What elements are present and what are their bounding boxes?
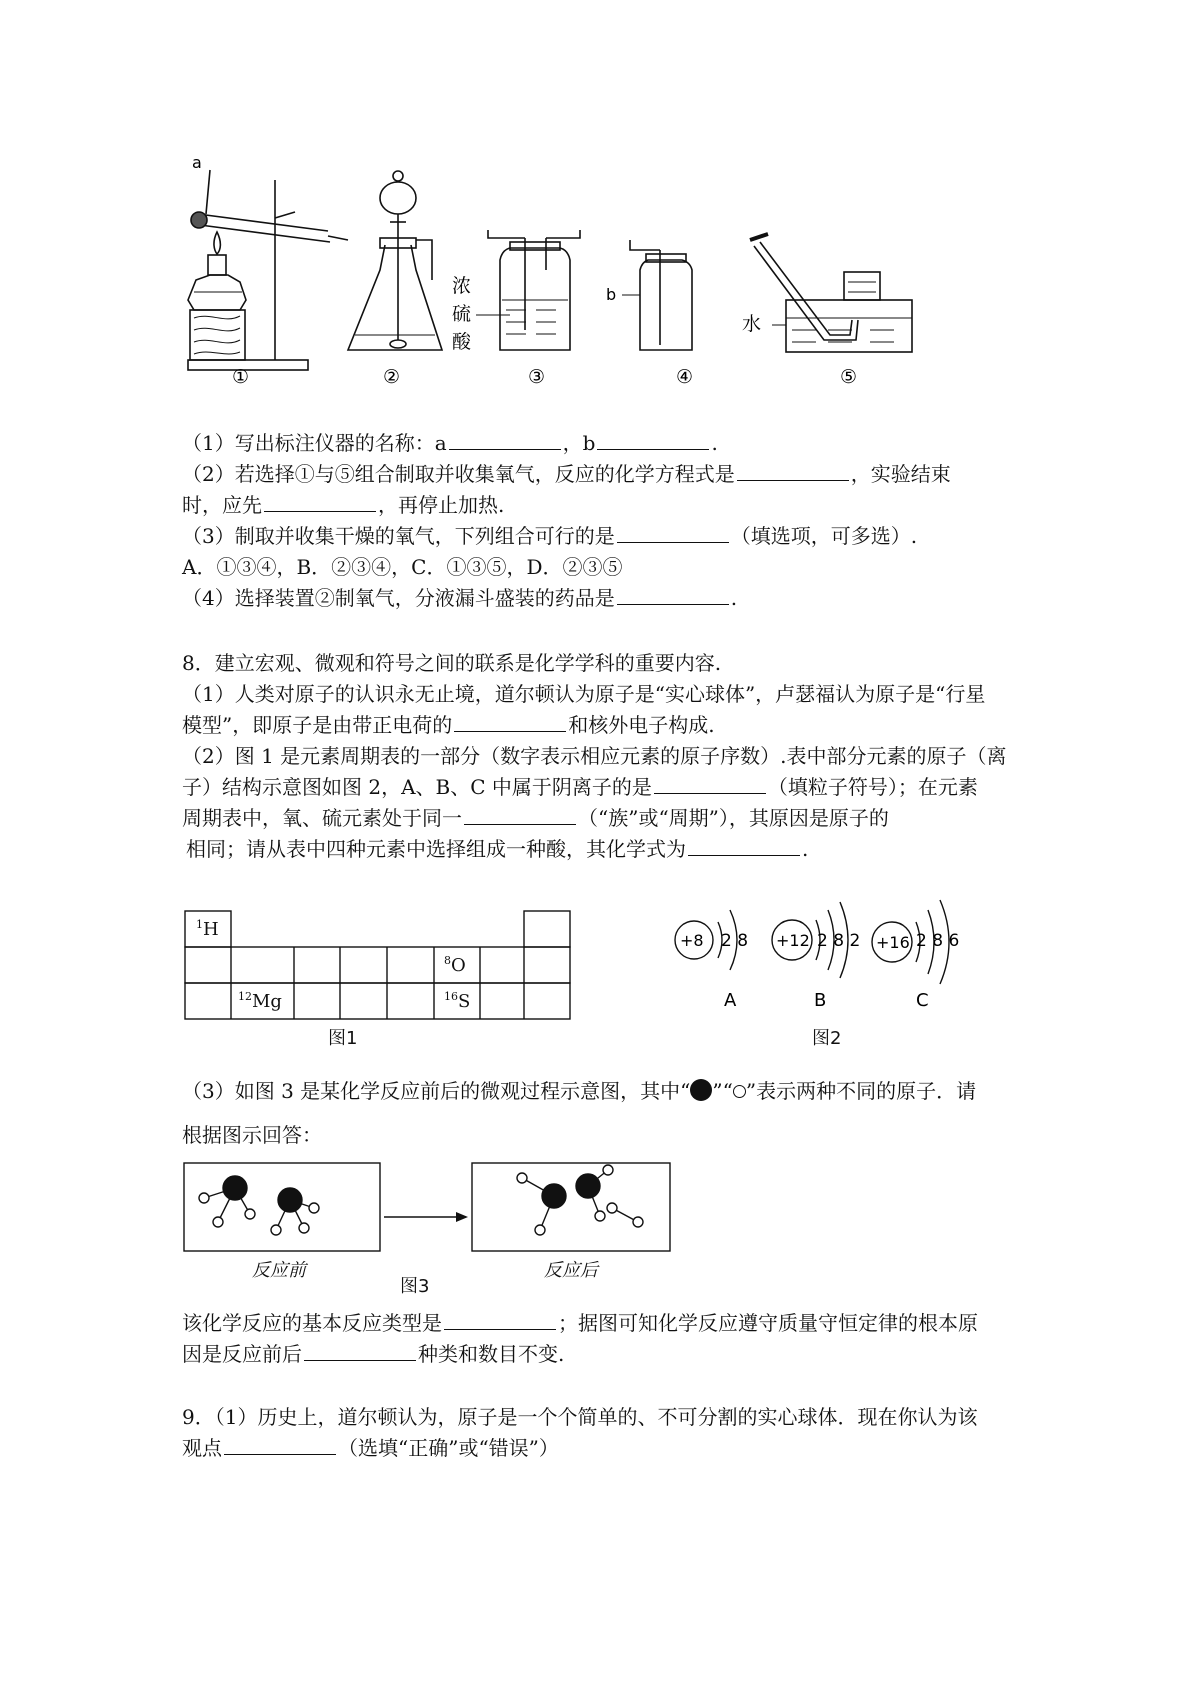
figure-1-caption: 图1: [328, 1028, 358, 1049]
element-o: $^8$O: [444, 954, 466, 976]
after-reaction-label: 反应后: [544, 1260, 598, 1281]
answer-blank-group-or-period[interactable]: [464, 806, 576, 825]
shells-a: 2 8: [721, 931, 749, 951]
answer-blank-anion[interactable]: [654, 775, 766, 794]
q8-p2-line-3: 周期表中，氧、硫元素处于同一 （“族”或“周期”），其原因是原子的: [182, 806, 889, 830]
answer-blank-equation[interactable]: [737, 462, 849, 481]
answer-blank-funnel-reagent[interactable]: [617, 586, 729, 605]
atom-label-c: C: [916, 990, 929, 1011]
figure-3-caption: 图3: [400, 1276, 430, 1297]
answer-blank-conserved-particle[interactable]: [304, 1342, 416, 1361]
acid-label-2: 硫: [452, 303, 472, 325]
answer-blank-first-step[interactable]: [264, 493, 376, 512]
answer-blank-acid-formula[interactable]: [688, 837, 800, 856]
q8-p2-line-4: 相同；请从表中四种元素中选择组成一种酸，其化学式为 .: [186, 837, 809, 861]
q8-p3-line-2: 根据图示回答：: [182, 1123, 322, 1147]
shells-c: 2 8 6: [916, 931, 960, 951]
q7-options: A．①③④，B．②③④，C．①③⑤，D．②③⑤: [182, 555, 623, 579]
apparatus-number-1: ①: [232, 366, 250, 388]
nucleus-b: +12: [776, 931, 810, 950]
answer-blank-reaction-type[interactable]: [444, 1311, 556, 1330]
after-reaction-box: [472, 1163, 670, 1251]
q8-p4-line-2: 因是反应前后 种类和数目不变.: [182, 1342, 565, 1366]
q9-line-1: 9．（1）历史上，道尔顿认为，原子是一个个简单的、不可分割的实心球体．现在你认为该: [182, 1405, 978, 1429]
q7-line-2: （2）若选择①与⑤组合制取并收集氧气，反应的化学方程式是 ，实验结束: [182, 462, 951, 486]
element-s: $^{16}$S: [444, 990, 471, 1012]
q8-p1-line-2: 模型”，即原子是由带正电荷的 和核外电子构成.: [182, 713, 715, 737]
acid-label-1: 浓: [452, 275, 472, 297]
answer-blank-viewpoint[interactable]: [224, 1436, 336, 1455]
q8-p1-line-1: （1）人类对原子的认识永无止境，道尔顿认为原子是“实心球体”，卢瑟福认为原子是“行星: [182, 682, 986, 706]
shells-b: 2 8 2: [817, 931, 861, 951]
q7-line-4: （3）制取并收集干燥的氧气，下列组合可行的是 （填选项，可多选）.: [182, 524, 918, 548]
black-atom-icon: [690, 1079, 712, 1101]
atom-label-a: A: [724, 990, 737, 1011]
answer-blank-a[interactable]: [449, 431, 561, 450]
q8-title: 8．建立宏观、微观和符号之间的联系是化学学科的重要内容.: [182, 651, 722, 675]
figure-2-caption: 图2: [812, 1028, 842, 1049]
nucleus-a: +8: [680, 931, 704, 950]
q8-p2-line-1: （2）图 1 是元素周期表的一部分（数字表示相应元素的原子序数）.表中部分元素的原子（离: [182, 744, 1007, 768]
white-atom-icon: [733, 1085, 746, 1098]
q9-line-2: 观点 （选填“正确”或“错误”）: [182, 1436, 559, 1460]
atomic-structure-diagrams: [660, 880, 990, 1020]
molecules-before: [199, 1176, 319, 1235]
apparatus-number-5: ⑤: [840, 366, 858, 388]
atom-label-b: B: [814, 990, 827, 1011]
q7-line-1: （1）写出标注仪器的名称：a ，b .: [182, 431, 718, 455]
apparatus-4-collecting-bottle: [622, 240, 692, 350]
label-b: b: [606, 285, 617, 304]
acid-label-3: 酸: [452, 331, 472, 353]
molecules-after: [517, 1165, 643, 1235]
before-reaction-label: 反应前: [252, 1260, 306, 1281]
apparatus-figure: [180, 150, 980, 410]
water-label: 水: [742, 313, 762, 335]
apparatus-number-4: ④: [676, 366, 694, 388]
answer-blank-b[interactable]: [597, 431, 709, 450]
label-a: a: [192, 153, 202, 172]
answer-blank-nucleus[interactable]: [454, 713, 566, 732]
q7-line-3: 时，应先 ，再停止加热.: [182, 493, 505, 517]
answer-blank-combination[interactable]: [617, 524, 729, 543]
q8-p2-line-2: 子）结构示意图如图 2，A、B、C 中属于阴离子的是 （填粒子符号）；在元素: [182, 775, 978, 799]
apparatus-1-heating-setup: [188, 170, 348, 370]
element-mg: $^{12}$Mg: [238, 990, 282, 1012]
nucleus-c: +16: [876, 933, 910, 952]
apparatus-2-flask-setup: [348, 171, 442, 350]
apparatus-number-3: ③: [528, 366, 546, 388]
apparatus-3-washing-bottle: [488, 230, 580, 350]
element-h: $^1$H: [196, 918, 219, 940]
q7-line-6: （4）选择装置②制氧气，分液漏斗盛装的药品是 .: [182, 586, 738, 610]
q8-p3-line-1: （3）如图 3 是某化学反应前后的微观过程示意图，其中“ ”“ ”表示两种不同的原子．请: [182, 1079, 977, 1103]
apparatus-5-water-trough: [750, 234, 912, 352]
q8-p4-line-1: 该化学反应的基本反应类型是 ；据图可知化学反应遵守质量守恒定律的根本原: [182, 1311, 978, 1335]
apparatus-number-2: ②: [383, 366, 401, 388]
